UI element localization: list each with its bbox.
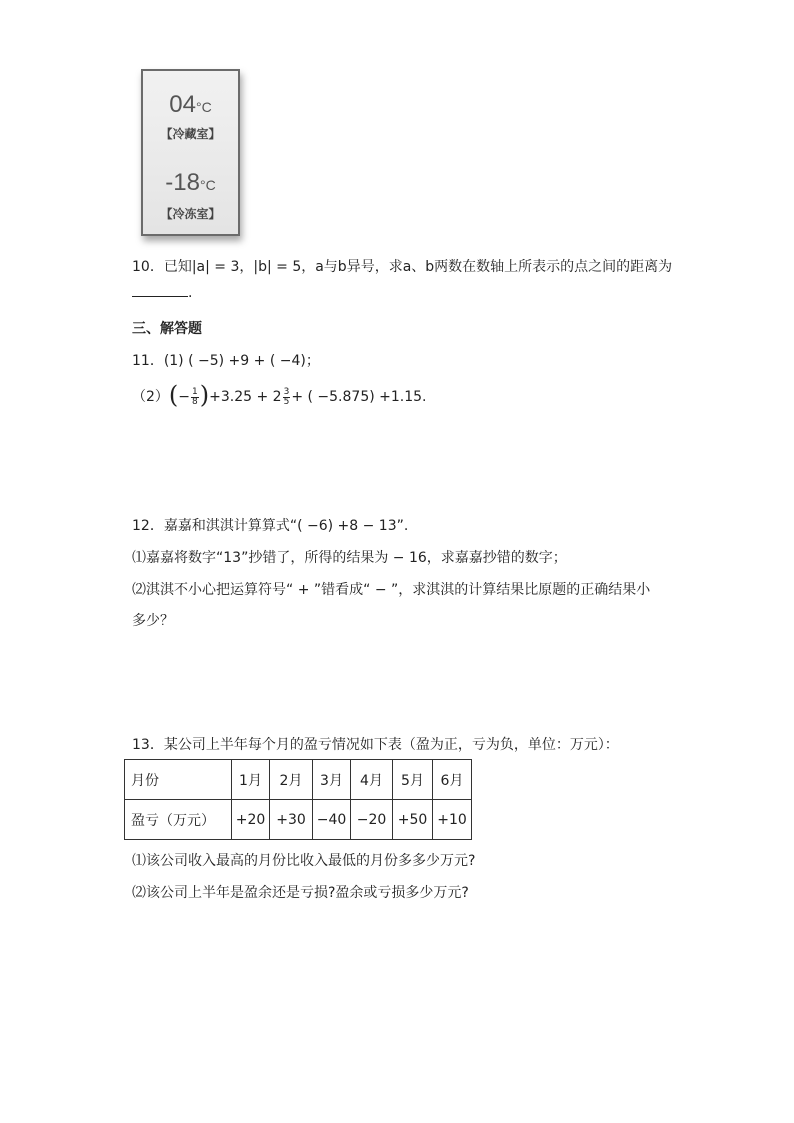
expression-middle: +3.25 + 2 bbox=[209, 389, 282, 405]
question-13-sub-2: ⑵该公司上半年是盈余还是亏损?盈余或亏损多少万元? bbox=[132, 885, 469, 901]
freezer-label: 【冷冻室】 bbox=[160, 207, 221, 221]
table-cell: 6月 bbox=[433, 760, 472, 800]
table-cell: −20 bbox=[351, 800, 393, 840]
fridge-display-panel bbox=[141, 69, 240, 236]
table-cell: +30 bbox=[270, 800, 313, 840]
freezer-temp-value: -18 bbox=[165, 169, 200, 196]
table-cell: +20 bbox=[232, 800, 270, 840]
table-cell: 4月 bbox=[351, 760, 393, 800]
row-header-profit: 盈亏（万元） bbox=[125, 800, 232, 840]
right-paren: ) bbox=[199, 381, 210, 409]
table-cell: 2月 bbox=[270, 760, 313, 800]
profit-loss-table bbox=[124, 759, 472, 840]
table-cell: +10 bbox=[433, 800, 472, 840]
fridge-temp-value: 04 bbox=[169, 91, 196, 118]
question-13-stem: 13．某公司上半年每个月的盈亏情况如下表（盈为正，亏为负，单位：万元）： bbox=[132, 737, 619, 753]
left-paren: ( bbox=[168, 381, 179, 409]
fridge-label: 【冷藏室】 bbox=[160, 127, 221, 141]
question-12-stem: 12．嘉嘉和淇淇计算算式“( −6) +8 − 13”. bbox=[132, 518, 409, 534]
part-label: （2） bbox=[132, 389, 169, 405]
fraction-denominator: 5 bbox=[283, 396, 290, 407]
fraction-three-fifths bbox=[283, 388, 291, 407]
question-13-sub-1: ⑴该公司收入最高的月份比收入最低的月份多多少万元? bbox=[132, 853, 476, 869]
table-cell: 5月 bbox=[393, 760, 433, 800]
answer-blank bbox=[132, 284, 188, 297]
fraction-numerator: 3 bbox=[283, 386, 290, 397]
table-cell: +50 bbox=[393, 800, 433, 840]
question-10-period: . bbox=[188, 285, 193, 301]
row-header-month: 月份 bbox=[125, 760, 232, 800]
freezer-temp-reading bbox=[143, 169, 238, 197]
temp-unit: °C bbox=[199, 177, 216, 193]
question-10-text: 10．已知|a| = 3，|b| = 5，a与b异号，求a、b两数在数轴上所表示的点之间的距离为 bbox=[132, 259, 673, 275]
minus-sign: − bbox=[178, 389, 191, 405]
question-11-part-2 bbox=[132, 378, 427, 408]
fraction-one-eighth bbox=[191, 388, 199, 407]
table-row bbox=[125, 800, 472, 840]
section-heading: 三、解答题 bbox=[132, 321, 202, 337]
question-11-part-1: 11．(1) ( −5) +9 + ( −4)； bbox=[132, 353, 320, 369]
table-row bbox=[125, 760, 472, 800]
question-10-answer-line bbox=[132, 284, 192, 301]
table-cell: 1月 bbox=[232, 760, 270, 800]
fraction-denominator: 8 bbox=[192, 396, 198, 407]
question-12-sub-2-line-1: ⑵淇淇不小心把运算符号“ + ”错看成“ − ”，求淇淇的计算结果比原题的正确结果小 bbox=[132, 582, 651, 598]
fraction-numerator: 1 bbox=[192, 386, 198, 397]
fridge-temp-reading bbox=[143, 91, 238, 119]
question-12-sub-1: ⑴嘉嘉将数字“13”抄错了，所得的结果为 − 16，求嘉嘉抄错的数字； bbox=[132, 550, 567, 566]
temp-unit: °C bbox=[195, 99, 212, 115]
table-cell: 3月 bbox=[313, 760, 351, 800]
question-12-sub-2-line-2: 多少？ bbox=[132, 613, 174, 629]
expression-tail: + ( −5.875) +1.15. bbox=[291, 389, 427, 405]
table-cell: −40 bbox=[313, 800, 351, 840]
